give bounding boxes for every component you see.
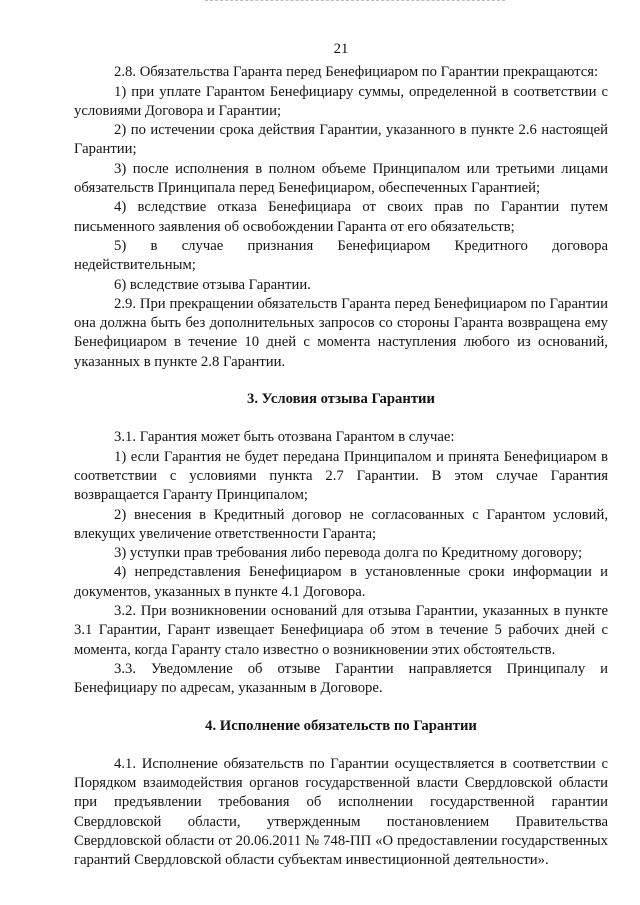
paragraph-4-1: 4.1. Исполнение обязательств по Гарантии осуществляется в соответствии с Порядком взаимодействия органов государственной власти Свердловской области при предъявлении требования об исполнении государственной гарантии Свердловской области, утвержденным постановлением Правительства Свердловской области от 20.06.2011 № 748-ПП «О предоставлении государственных гарантий Свердловской области субъектам инвестиционной деятельности». xyxy=(74,755,608,869)
list-item-2-8-5: 5) в случае признания Бенефициаром Кредитного договора недействительным; xyxy=(74,237,608,274)
page-number: 21 xyxy=(333,41,349,57)
list-item-2-8-1: 1) при уплате Гарантом Бенефициару суммы, определенной в соответствии с условиями Договора и Гарантии; xyxy=(74,83,608,119)
list-item-2-8-2: 2) по истечении срока действия Гарантии, указанного в пункте 2.6 настоящей Гарантии; xyxy=(74,122,608,158)
list-item-3-1-1: 1) если Гарантия не будет передана Принципалом и принята Бенефициаром в соответствии с условиями пункта 2.7 Гарантии. В этом случае Гарантия возвращается Гаранту Принципалом; xyxy=(74,448,608,504)
section-heading-3: 3. Условия отзыва Гарантии xyxy=(246,391,435,408)
section-heading-4: 4. Исполнение обязательств по Гарантии xyxy=(205,717,477,734)
list-item-3-1-3: 3) уступки прав требования либо перевода долга по Кредитному договору; xyxy=(114,545,583,562)
paragraph-2-9: 2.9. При прекращении обязательств Гаранта перед Бенефициаром по Гарантии она должна быть без дополнительных запросов со стороны Гаранта возвращена ему Бенефициаром в течение 10 дней с момента наступления любого из оснований, указанных в пункте 2.8 Гарантии. xyxy=(74,295,608,370)
list-item-3-1-2: 2) внесения в Кредитный договор не согласованных с Гарантом условий, влекущих увеличение ответственности Гаранта; xyxy=(74,506,608,542)
list-item-2-8-3: 3) после исполнения в полном объеме Принципалом или третьими лицами обязательств Принципала перед Бенефициаром, обеспеченных Гарантией; xyxy=(74,160,608,197)
paragraph-3-2: 3.2. При возникновении оснований для отзыва Гарантии, указанных в пункте 3.1 Гарантии, Гарант извещает Бенефициара об этом в течение 5 рабочих дней с момента, когда Гаранту стало известно о возникновении этих обстоятельств. xyxy=(74,603,608,658)
document-page xyxy=(74,40,608,871)
paragraph-3-1: 3.1. Гарантия может быть отозвана Гарантом в случае: xyxy=(114,429,455,446)
list-item-2-8-6: 6) вследствие отзыва Гарантии. xyxy=(114,276,311,293)
paragraph-2-8: 2.8. Обязательства Гаранта перед Бенефициаром по Гарантии прекращаются: xyxy=(114,64,599,81)
scan-top-edge xyxy=(205,0,505,4)
list-item-2-8-4: 4) вследствие отказа Бенефициара от своих прав по Гарантии путем письменного заявления об освобождении Гаранта от его обязательств; xyxy=(74,199,608,235)
list-item-3-1-4: 4) непредставления Бенефициаром в установленные сроки информации и документов, указанных в пункте 4.1 Договора. xyxy=(74,564,608,600)
paragraph-3-3: 3.3. Уведомление об отзыве Гарантии направляется Принципалу и Бенефициару по адресам, указанным в Договоре. xyxy=(74,660,608,697)
